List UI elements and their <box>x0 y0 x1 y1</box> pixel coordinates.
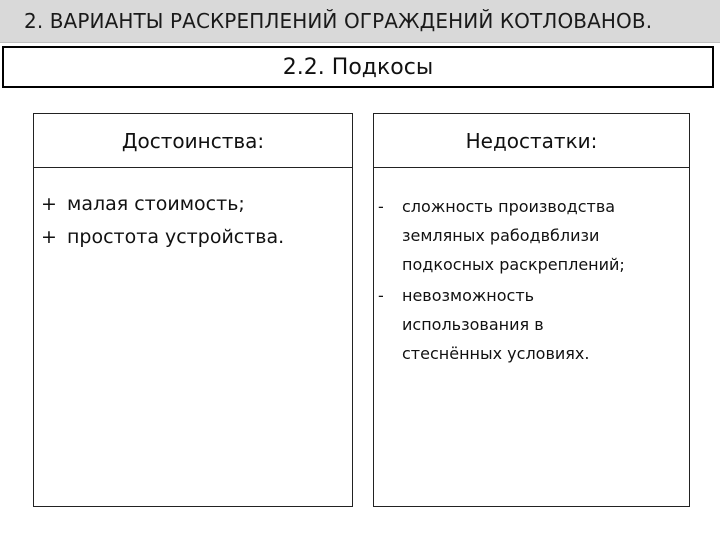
advantage-text: простота устройства. <box>67 226 285 248</box>
advantages-panel <box>33 113 353 507</box>
list-item <box>378 281 683 368</box>
section-subtitle-box <box>2 46 714 88</box>
advantages-heading: Достоинства: <box>34 114 352 168</box>
disadvantages-list <box>374 168 689 368</box>
dash-marker: - <box>378 197 384 216</box>
disadvantage-text: невозможность использования в стеснённых условиях. <box>402 286 590 363</box>
plus-marker: + <box>41 193 57 215</box>
disadvantages-heading: Недостатки: <box>374 114 689 168</box>
dash-marker: - <box>378 286 384 305</box>
disadvantages-panel <box>373 113 690 507</box>
advantage-text: малая стоимость; <box>67 193 245 215</box>
list-item <box>378 192 683 279</box>
list-item <box>41 188 346 221</box>
disadvantage-text: сложность производства земляных рабодвблизи подкосных раскреплений; <box>402 197 625 274</box>
advantages-list <box>34 168 352 254</box>
plus-marker: + <box>41 226 57 248</box>
slide-header <box>0 0 720 43</box>
slide-title: 2. ВАРИАНТЫ РАСКРЕПЛЕНИЙ ОГРАЖДЕНИЙ КОТЛОВАНОВ. <box>24 9 653 33</box>
list-item <box>41 221 346 254</box>
section-subtitle: 2.2. Подкосы <box>282 54 434 80</box>
